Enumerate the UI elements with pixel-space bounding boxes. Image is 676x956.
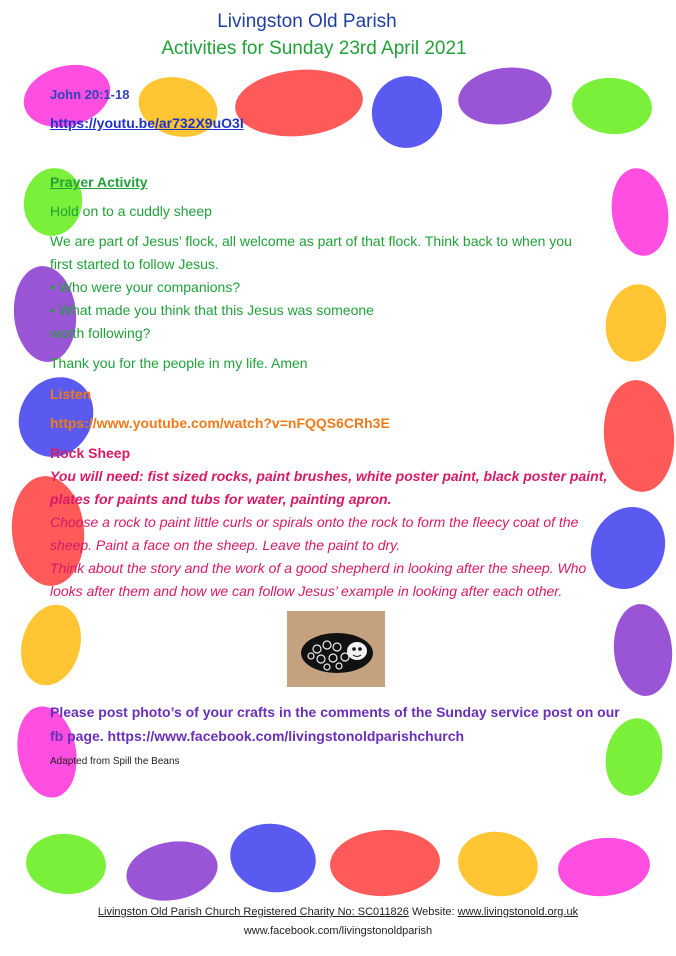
post-request-line: Please post photo’s of your crafts in the comments of the Sunday service post on our (50, 704, 620, 720)
pebble-decoration (453, 826, 543, 903)
credit-note: Adapted from Spill the Beans (50, 756, 180, 767)
reading-video-link[interactable]: https://youtu.be/ar732X9uO3I (50, 115, 244, 131)
footer-facebook: www.facebook.com/livingstonoldparish (243, 925, 433, 937)
craft-instruction-line: Think about the story and the work of a good shepherd in looking after the sheep. Who (50, 560, 587, 576)
footer-website-label: Website: (408, 906, 458, 918)
pebble-decoration (578, 495, 676, 602)
pebble-decoration (232, 65, 365, 142)
footer-website-link[interactable]: www.livingstonold.org.uk (457, 906, 579, 918)
prayer-paragraph-line: We are part of Jesus’ flock, all welcome as part of that flock. Think back to when you (50, 233, 572, 249)
craft-heading: Rock Sheep (50, 445, 131, 461)
craft-materials-line: plates for paints and tubs for water, painting apron. (50, 491, 392, 507)
page-subtitle: Activities for Sunday 23rd April 2021 (161, 38, 467, 59)
page-title: Livingston Old Parish (217, 11, 397, 32)
pebble-decoration (599, 377, 676, 495)
pebble-decoration (606, 165, 674, 260)
pebble-decoration (570, 75, 655, 138)
pebble-decoration (12, 598, 89, 692)
craft-instruction-line: sheep. Paint a face on the sheep. Leave the paint to dry. (50, 537, 400, 553)
prayer-paragraph-line: first started to follow Jesus. (50, 256, 219, 272)
craft-instruction-line: Choose a rock to paint little curls or spirals onto the rock to form the fleecy coat of the (50, 514, 579, 530)
prayer-bullet: • What made you think that this Jesus was someone (50, 302, 374, 318)
pebble-decoration (600, 714, 669, 801)
pebble-decoration (24, 831, 109, 898)
prayer-bullet: • Who were your companions? (50, 279, 241, 295)
pebble-decoration (600, 279, 673, 366)
footer-org: Livingston Old Parish Church Registered Charity No: SC011826 (97, 906, 409, 918)
scripture-reference: John 20:1-18 (50, 87, 130, 102)
pebble-decoration (556, 834, 653, 900)
listen-video-link[interactable]: https://www.youtube.com/watch?v=nFQQS6CRh3E (50, 415, 390, 431)
prayer-closing: Thank you for the people in my life. Amen (50, 355, 308, 371)
pebble-decoration (225, 817, 322, 899)
rock-sheep-photo (287, 611, 385, 687)
pebble-decoration (122, 834, 223, 907)
pebble-decoration (610, 602, 676, 699)
rock-sheep-icon (287, 611, 385, 687)
post-request-line: fb page. https://www.facebook.com/livingstonoldparishchurch (50, 728, 465, 744)
prayer-heading: Prayer Activity (50, 174, 148, 190)
pebble-decoration (328, 827, 441, 899)
craft-instruction-line: looks after them and how we can follow Jesus’ example in looking after each other. (50, 583, 563, 599)
listen-heading: Listen (50, 386, 92, 402)
prayer-instruction: Hold on to a cuddly sheep (50, 203, 212, 219)
pebble-decoration (455, 62, 556, 131)
pebble-decoration (132, 69, 224, 146)
footer-line (0, 906, 676, 918)
craft-materials-line: You will need: fist sized rocks, paint brushes, white poster paint, black poster paint, (50, 468, 608, 484)
prayer-bullet-continuation: worth following? (50, 325, 151, 341)
pebble-decoration (362, 66, 452, 158)
